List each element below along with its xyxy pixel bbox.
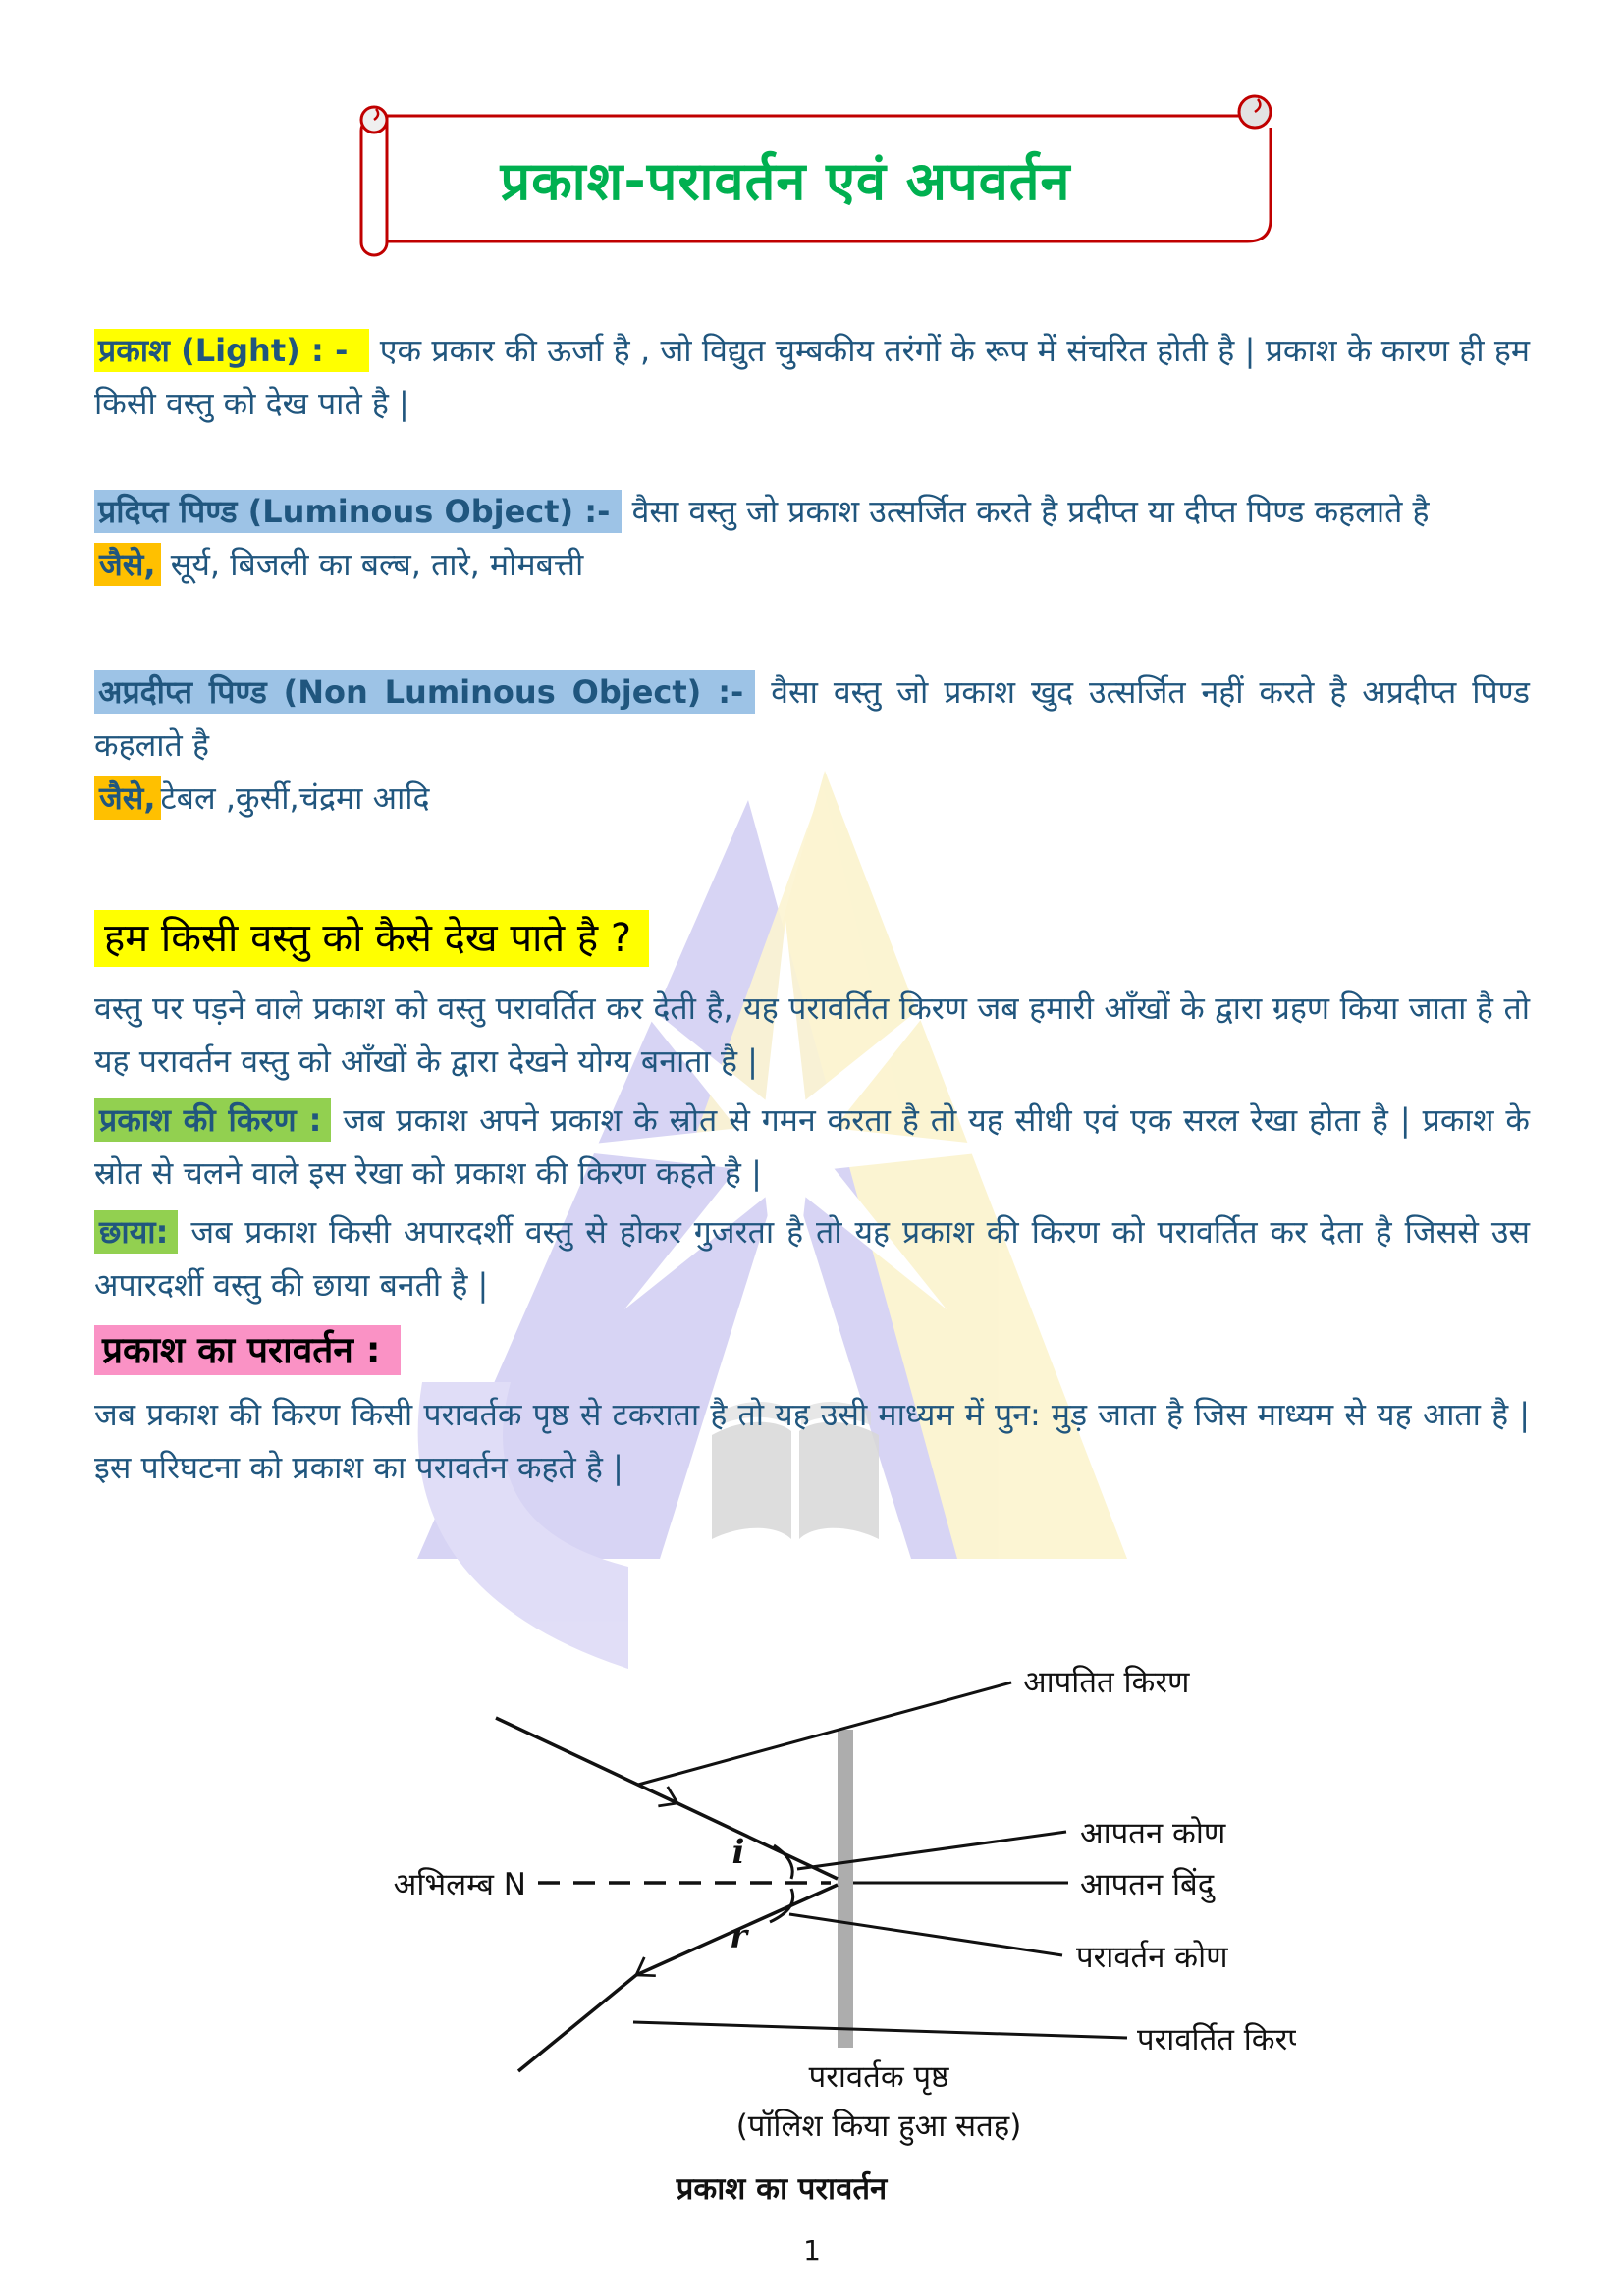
title-banner	[344, 88, 1306, 275]
term-light: प्रकाश (Light) : -	[94, 329, 369, 372]
example-text-luminous: सूर्य, बिजली का बल्ब, तारे, मोमबत्ती	[160, 546, 584, 583]
para-shadow-text: जब प्रकाश किसी अपारदर्शी वस्तु से होकर गुजरता है तो यह प्रकाश की किरण को परावर्तित कर देता है जिससे उस अपारदर्शी वस्तु की छाया बनती है |	[94, 1213, 1530, 1304]
scroll-left-tail	[361, 118, 387, 255]
reflected-ray-label: परावर्तित किरण	[1137, 2022, 1296, 2057]
incident-ray-leader	[638, 1682, 1011, 1785]
example-non-luminous	[94, 772, 1530, 825]
figure-caption: प्रकाश का परावर्तन	[676, 2171, 888, 2207]
para-light-text: एक प्रकार की ऊर्जा है , जो विद्युत चुम्बकीय तरंगों के रूप में संचरित होती है | प्रकाश के कारण ही हम किसी वस्तु को देख पाते है |	[94, 332, 1530, 422]
incidence-point-label: आपतन बिंदु	[1080, 1867, 1215, 1902]
section-non-luminous	[94, 666, 1530, 825]
mirror-surface	[838, 1730, 853, 2048]
content-area	[94, 324, 1530, 1494]
normal-label: अभिलम्ब N	[393, 1867, 526, 1902]
example-label-non-luminous: जैसे,	[94, 776, 161, 820]
incident-ray-label: आपतित किरण	[1023, 1665, 1190, 1700]
heading-reflection	[94, 1321, 1530, 1380]
para-luminous-text: वैसा वस्तु जो प्रकाश उत्सर्जित करते है प्रदीप्त या दीप्त पिण्ड कहलाते है	[622, 493, 1430, 530]
term-light-ray: प्रकाश की किरण :	[94, 1098, 331, 1142]
para-non-luminous-text: वैसा वस्तु जो प्रकाश खुद उत्सर्जित नहीं करते है अप्रदीप्त पिण्ड कहलाते है	[94, 673, 1530, 764]
term-luminous: प्रदिप्त पिण्ड (Luminous Object) :-	[94, 490, 622, 533]
para-luminous	[94, 485, 1530, 538]
para-light-ray	[94, 1094, 1530, 1200]
reflection-diagram-svg	[353, 1649, 1296, 2160]
page-number: 1	[803, 2234, 821, 2267]
heading-how-we-see-text: हम किसी वस्तु को कैसे देख पाते है ?	[94, 910, 649, 967]
example-label-luminous: जैसे,	[94, 543, 161, 586]
reflection-diagram	[353, 1649, 1296, 2160]
heading-how-we-see	[94, 907, 1530, 970]
surface-sublabel: (पॉलिश किया हुआ सतह)	[735, 2109, 1022, 2144]
para-light	[94, 324, 1530, 430]
term-shadow: छाया:	[94, 1210, 178, 1254]
para-reflection: जब प्रकाश की किरण किसी परावर्तक पृष्ठ से टकराता है तो यह उसी माध्यम में पुन: मुड़ जाता है जिस माध्यम से यह आता है | इस परिघटना को प्रकाश का परावर्तन कहते है |	[94, 1396, 1530, 1486]
section-luminous	[94, 485, 1530, 591]
incidence-angle-label: आपतन कोण	[1080, 1816, 1226, 1851]
example-text-non-luminous: टेबल ,कुर्सी,चंद्रमा आदि	[160, 779, 430, 817]
term-non-luminous: अप्रदीप्त पिण्ड (Non Luminous Object) :-	[94, 670, 755, 714]
para-light-ray-text: जब प्रकाश अपने प्रकाश के स्रोत से गमन करता है तो यह सीधी एवं एक सरल रेखा होता है | प्रकाश के स्रोत से चलने वाले इस रेखा को प्रकाश की किरण कहते है |	[94, 1101, 1530, 1192]
reflected-ray-leader	[633, 2022, 1127, 2038]
surface-label: परावर्तक पृष्ठ	[808, 2059, 949, 2095]
example-luminous	[94, 538, 1530, 591]
reflection-angle-label: परावर्तन कोण	[1076, 1940, 1228, 1975]
angle-r-arc	[770, 1889, 793, 1922]
angle-r-symbol: r	[730, 1917, 747, 1956]
para-shadow	[94, 1205, 1530, 1311]
para-non-luminous	[94, 666, 1530, 772]
angle-i-symbol: i	[731, 1833, 745, 1872]
page-title: प्रकाश-परावर्तन एवं अपवर्तन	[500, 150, 1071, 212]
heading-reflection-text: प्रकाश का परावर्तन :	[94, 1325, 401, 1375]
reflection-angle-leader	[789, 1914, 1062, 1955]
reflected-ray	[518, 1885, 838, 2071]
para-how-we-see: वस्तु पर पड़ने वाले प्रकाश को वस्तु परावर्तित कर देती है, यह परावर्तित किरण जब हमारी आँखों के द्वारा ग्रहण किया जाता है तो यह परावर्तन वस्तु को आँखों के द्वारा देखने योग्य बनाता है |	[94, 989, 1530, 1080]
